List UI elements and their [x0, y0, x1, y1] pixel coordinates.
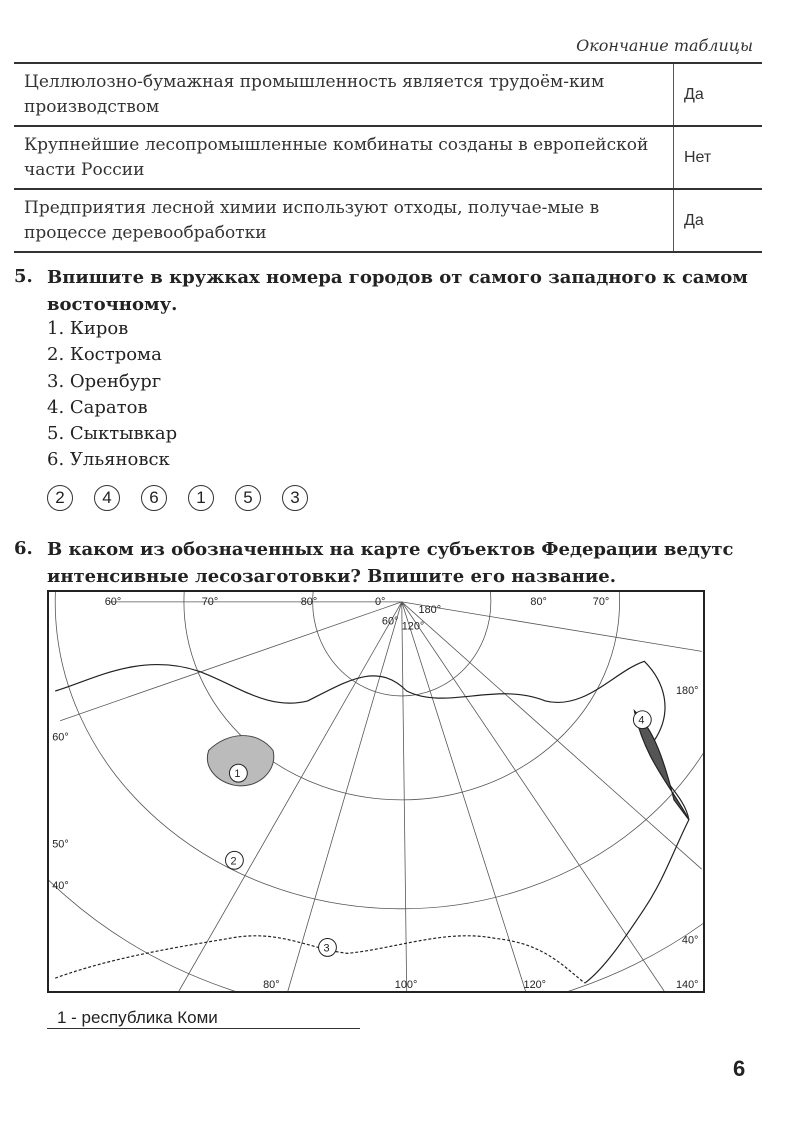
statement-cell: Целлюлозно-бумажная промышленность является трудоём-ким производством [14, 63, 674, 126]
list-item: 3. Оренбург [47, 370, 162, 392]
answer-circle[interactable]: 3 [282, 485, 308, 511]
map-label: 50° [52, 838, 69, 851]
answer-circle[interactable]: 2 [47, 485, 73, 511]
table-continuation-label: Окончание таблицы [576, 36, 753, 55]
question-6-answer[interactable]: 1 - республика Коми [47, 1008, 360, 1029]
question-5-text [47, 264, 748, 318]
map-label: 60° [381, 615, 399, 628]
list-item: 2. Кострома [47, 344, 162, 366]
map-label: 60° [52, 731, 69, 744]
statement-cell: Крупнейшие лесопромышленные комбинаты созданы в европейской части России [14, 126, 674, 189]
answer-cell[interactable]: Нет [674, 126, 763, 189]
list-item: 6. Ульяновск [47, 449, 170, 471]
graticule [47, 590, 705, 993]
marker-label: 4 [638, 714, 645, 727]
map-markers [226, 711, 652, 957]
map-label: 60° [104, 595, 122, 608]
map-label: 100° [394, 979, 418, 992]
list-item: 5. Сыктывкар [47, 423, 178, 445]
statement-cell: Предприятия лесной химии используют отходы, получае-мые в процессе деревообработки [14, 189, 674, 252]
map-label: 180° [675, 684, 699, 697]
question-line: восточному. [47, 294, 178, 315]
question-5-number: 5. [14, 266, 33, 287]
answer-circle[interactable]: 4 [94, 485, 120, 511]
marker-label: 3 [323, 942, 330, 955]
question-6-text [47, 536, 734, 590]
map-label: 80° [263, 979, 280, 992]
map-label: 70° [592, 595, 610, 608]
question-line: Впишите в кружках номера городов от самого западного к самом [47, 267, 748, 288]
map-label: 80° [300, 595, 318, 608]
question-6-number: 6. [14, 538, 33, 559]
question-line: В каком из обозначенных на карте субъектов Федерации ведутс [47, 539, 734, 560]
answer-circle[interactable]: 1 [188, 485, 214, 511]
list-item: 1. Киров [47, 318, 129, 339]
city-list [47, 316, 177, 474]
answer-circles [47, 485, 308, 511]
map-label: 70° [201, 595, 219, 608]
table-row [14, 189, 762, 252]
page-number: 6 [733, 1056, 746, 1081]
coastline [55, 661, 689, 983]
marker-label: 1 [234, 768, 241, 781]
map-label: 40° [52, 880, 69, 893]
answer-cell[interactable]: Да [674, 189, 763, 252]
map-label: 0° [375, 595, 386, 608]
graticule-labels [52, 596, 698, 991]
map-label: 40° [681, 934, 699, 947]
answer-circle[interactable]: 5 [235, 485, 261, 511]
answer-circle[interactable]: 6 [141, 485, 167, 511]
map-label: 180° [418, 603, 442, 616]
list-item: 4. Саратов [47, 396, 148, 418]
marker-label: 2 [230, 855, 237, 868]
question-line: интенсивные лесозаготовки? Впишите его название. [47, 566, 616, 587]
map-label: 120° [523, 979, 547, 992]
russia-map [47, 590, 705, 993]
map-label: 140° [675, 979, 699, 992]
statements-table [14, 62, 762, 253]
table-row [14, 63, 762, 126]
map-label: 80° [530, 595, 547, 608]
table-row [14, 126, 762, 189]
map-label: 120° [401, 620, 425, 633]
answer-cell[interactable]: Да [674, 63, 763, 126]
